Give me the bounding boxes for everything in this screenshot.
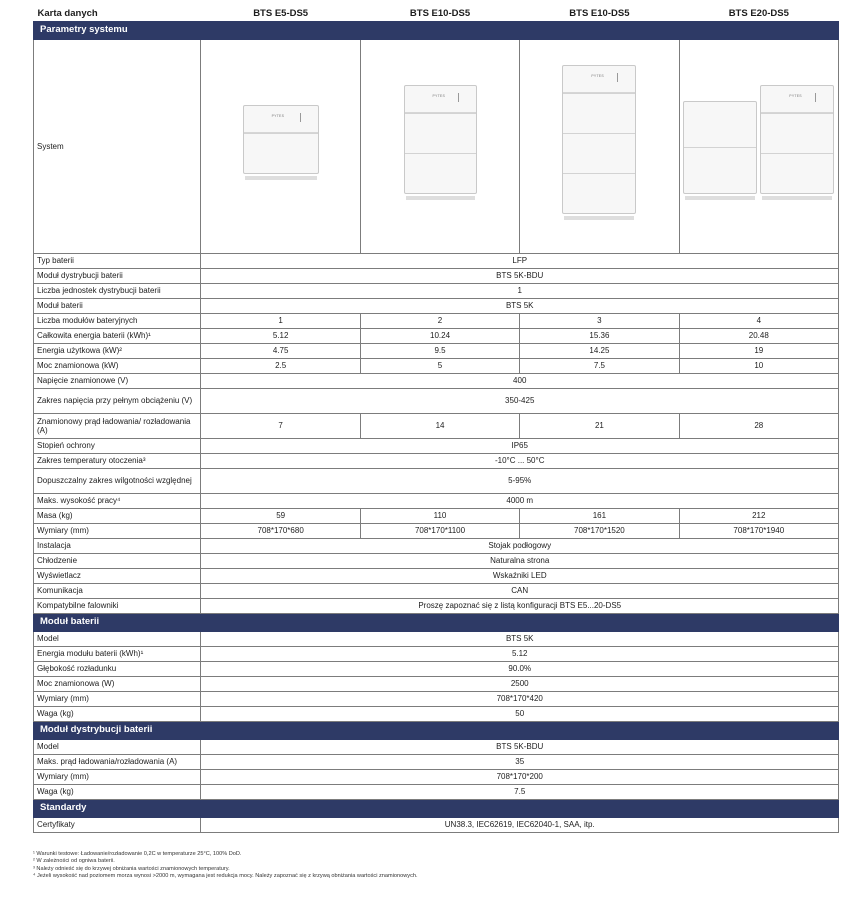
section-title: Moduł dystrybucji baterii <box>34 722 839 740</box>
row-value: 3 <box>520 314 679 329</box>
product-e15-header: BTS E10-DS5 <box>569 7 630 19</box>
row-bm-dimensions <box>34 692 839 707</box>
row-ip-rating <box>34 439 839 454</box>
section-bdu <box>34 722 839 740</box>
battery-stack-4a-image <box>683 101 757 200</box>
row-label: Moduł dystrybucji baterii <box>34 269 201 284</box>
row-voltage-range <box>34 389 839 414</box>
row-value: 90.0% <box>201 662 839 677</box>
battery-stack-3-image <box>562 65 636 220</box>
row-value: 19 <box>679 344 838 359</box>
row-inverters <box>34 599 839 614</box>
battery-stack-2-image <box>404 85 477 200</box>
row-value: IP65 <box>201 439 839 454</box>
section-title: Moduł baterii <box>34 614 839 632</box>
row-label: Energia użytkowa (kW)² <box>34 344 201 359</box>
system-images-row <box>34 40 839 254</box>
system-label: System <box>34 40 201 254</box>
row-bm-dod <box>34 662 839 677</box>
row-value: 14.25 <box>520 344 679 359</box>
row-label: Moc znamionowa (kW) <box>34 359 201 374</box>
row-label: Głębokość rozładunku <box>34 662 201 677</box>
row-label: Komunikacja <box>34 584 201 599</box>
row-value: BTS 5K <box>201 632 839 647</box>
row-value: 5.12 <box>201 647 839 662</box>
row-label: Certyfikaty <box>34 818 201 833</box>
row-communication <box>34 584 839 599</box>
row-label: Wyświetlacz <box>34 569 201 584</box>
row-value: 5 <box>360 359 519 374</box>
row-value: BTS 5K-BDU <box>201 740 839 755</box>
row-value: 7.5 <box>201 785 839 800</box>
row-value: 10.24 <box>360 329 519 344</box>
datasheet-table <box>33 7 839 833</box>
row-label: Napięcie znamionowe (V) <box>34 374 201 389</box>
row-label: Stopień ochrony <box>34 439 201 454</box>
row-battery-module <box>34 299 839 314</box>
row-cooling <box>34 554 839 569</box>
row-label: Wymiary (mm) <box>34 524 201 539</box>
row-value: 708*170*200 <box>201 770 839 785</box>
row-bdu-model <box>34 740 839 755</box>
row-label: Maks. prąd ładowania/rozładowania (A) <box>34 755 201 770</box>
row-rated-power <box>34 359 839 374</box>
row-label: Chłodzenie <box>34 554 201 569</box>
row-value: LFP <box>201 254 839 269</box>
row-label: Wymiary (mm) <box>34 692 201 707</box>
row-value: 161 <box>520 509 679 524</box>
battery-logo: PYTES <box>432 93 445 98</box>
row-display <box>34 569 839 584</box>
row-value: 1 <box>201 314 360 329</box>
system-image-e5 <box>201 40 360 254</box>
row-value: UN38.3, IEC62619, IEC62040-1, SAA, itp. <box>201 818 839 833</box>
row-mass <box>34 509 839 524</box>
row-label: Całkowita energia baterii (kWh)¹ <box>34 329 201 344</box>
row-bdu-dimensions <box>34 770 839 785</box>
system-image-e10 <box>360 40 519 254</box>
row-bdu-count <box>34 284 839 299</box>
row-bm-weight <box>34 707 839 722</box>
row-dimensions <box>34 524 839 539</box>
row-label: Zakres temperatury otoczenia³ <box>34 454 201 469</box>
row-value: 1 <box>201 284 839 299</box>
row-value: 212 <box>679 509 838 524</box>
row-module-count <box>34 314 839 329</box>
row-value: 7.5 <box>520 359 679 374</box>
row-value: Naturalna strona <box>201 554 839 569</box>
product-e20-header: BTS E20-DS5 <box>728 7 789 19</box>
section-title: Parametry systemu <box>34 22 839 40</box>
row-value: 28 <box>679 414 838 439</box>
sheet-title: Karta danych <box>37 7 98 19</box>
row-bm-model <box>34 632 839 647</box>
section-standards <box>34 800 839 818</box>
row-value: 10 <box>679 359 838 374</box>
product-e5-header: BTS E5-DS5 <box>253 7 309 19</box>
header-row <box>34 7 839 22</box>
row-value: 5.12 <box>201 329 360 344</box>
row-value: 708*170*420 <box>201 692 839 707</box>
row-value: 35 <box>201 755 839 770</box>
footnote: ³ Należy odnieść się do krzywej obniżania wartości znamionowych temperatury. <box>33 865 230 872</box>
row-value: -10°C ... 50°C <box>201 454 839 469</box>
system-image-e20 <box>679 40 838 254</box>
row-rated-current <box>34 414 839 439</box>
row-value: Stojak podłogowy <box>201 539 839 554</box>
row-value: 50 <box>201 707 839 722</box>
row-label: Maks. wysokość pracy⁴ <box>34 494 201 509</box>
system-image-e15 <box>520 40 679 254</box>
row-certificates <box>34 818 839 833</box>
section-system-params <box>34 22 839 40</box>
row-label: Masa (kg) <box>34 509 201 524</box>
battery-logo: PYTES <box>271 113 285 118</box>
product-e10-header: BTS E10-DS5 <box>409 7 471 19</box>
row-label: Liczba jednostek dystrybucji baterii <box>34 284 201 299</box>
row-value: 708*170*1940 <box>679 524 838 539</box>
row-usable-energy <box>34 344 839 359</box>
row-label: Zakres napięcia przy pełnym obciążeniu (V) <box>34 389 201 414</box>
section-battery-module <box>34 614 839 632</box>
row-bm-energy <box>34 647 839 662</box>
section-title: Standardy <box>34 800 839 818</box>
row-value: BTS 5K <box>201 299 839 314</box>
row-value: CAN <box>201 584 839 599</box>
row-value: 21 <box>520 414 679 439</box>
row-installation <box>34 539 839 554</box>
row-label: Model <box>34 632 201 647</box>
row-value: 708*170*1100 <box>360 524 519 539</box>
row-value: 708*170*1520 <box>520 524 679 539</box>
row-value: 110 <box>360 509 519 524</box>
row-label: Waga (kg) <box>34 785 201 800</box>
row-bdu-max-current <box>34 755 839 770</box>
row-value: 7 <box>201 414 360 439</box>
footnote: ¹ Warunki testowe: Ładowanie/rozładowanie 0,2C w temperaturze 25°C, 100% DoD. <box>33 851 242 857</box>
row-label: Moc znamionowa (W) <box>34 677 201 692</box>
row-value: 4 <box>679 314 838 329</box>
row-temp-range <box>34 454 839 469</box>
row-value: 4000 m <box>201 494 839 509</box>
battery-stack-1-image <box>243 105 319 180</box>
row-label: Wymiary (mm) <box>34 770 201 785</box>
footnote: ² W zależności od ogniwa baterii. <box>33 858 115 865</box>
row-value: 20.48 <box>679 329 838 344</box>
footnote: ⁴ Jeżeli wysokość nad poziomem morza wynosi >2000 m, wymagana jest redukcja mocy. Należy zapoznać się z krzywą obniżania wartości znamionowych. <box>33 873 418 880</box>
row-label: Dopuszczalny zakres wilgotności względnej <box>34 469 201 494</box>
row-label: Moduł baterii <box>34 299 201 314</box>
row-value: 708*170*680 <box>201 524 360 539</box>
row-value: 2 <box>360 314 519 329</box>
row-label: Energia modułu baterii (kWh)¹ <box>34 647 201 662</box>
row-value: Wskaźniki LED <box>201 569 839 584</box>
row-value: BTS 5K-BDU <box>201 269 839 284</box>
battery-logo: PYTES <box>789 93 802 98</box>
row-total-energy <box>34 329 839 344</box>
row-value: 4.75 <box>201 344 360 359</box>
footnotes <box>33 851 418 881</box>
row-label: Waga (kg) <box>34 707 201 722</box>
row-label: Kompatybilne falowniki <box>34 599 201 614</box>
row-value: 350-425 <box>201 389 839 414</box>
row-value: 400 <box>201 374 839 389</box>
row-label: Typ baterii <box>34 254 201 269</box>
row-battery-type <box>34 254 839 269</box>
row-bdu-module <box>34 269 839 284</box>
row-label: Model <box>34 740 201 755</box>
row-value: Proszę zapoznać się z listą konfiguracji BTS E5...20-DS5 <box>201 599 839 614</box>
row-value: 9.5 <box>360 344 519 359</box>
row-humidity <box>34 469 839 494</box>
row-value: 59 <box>201 509 360 524</box>
row-value: 2.5 <box>201 359 360 374</box>
row-label: Znamionowy prąd ładowania/ rozładowania (A) <box>34 414 201 439</box>
row-bdu-weight <box>34 785 839 800</box>
row-value: 15.36 <box>520 329 679 344</box>
row-bm-power <box>34 677 839 692</box>
row-value: 2500 <box>201 677 839 692</box>
row-label: Instalacja <box>34 539 201 554</box>
row-value: 14 <box>360 414 519 439</box>
row-label: Liczba modułów bateryjnych <box>34 314 201 329</box>
battery-logo: PYTES <box>591 73 604 78</box>
row-value: 5-95% <box>201 469 839 494</box>
battery-stack-4b-image <box>760 85 834 200</box>
row-rated-voltage <box>34 374 839 389</box>
row-max-altitude <box>34 494 839 509</box>
